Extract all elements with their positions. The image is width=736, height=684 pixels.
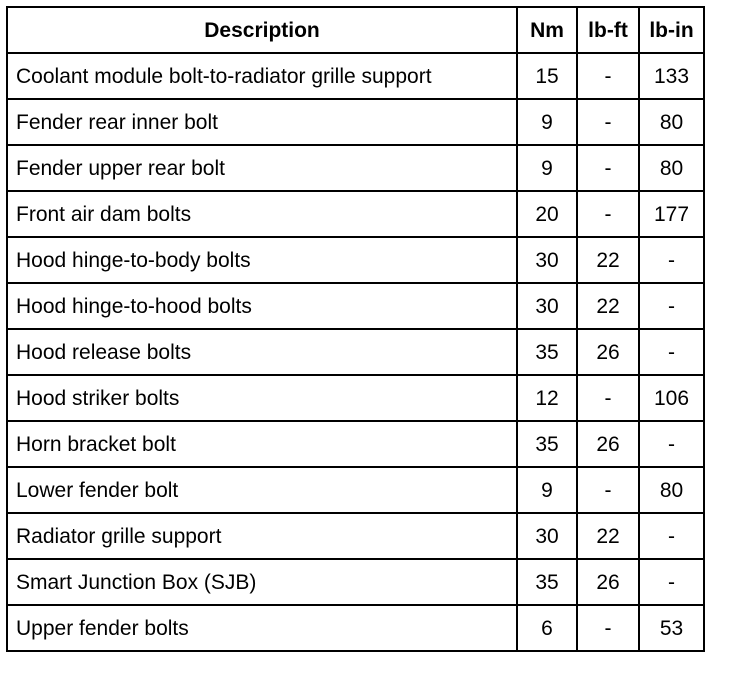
cell-description: Hood release bolts: [7, 329, 517, 375]
table-row: [7, 237, 704, 283]
torque-spec-table: [6, 6, 705, 652]
cell-description: Hood hinge-to-body bolts: [7, 237, 517, 283]
cell-lb-in: -: [639, 559, 704, 605]
header-description: Description: [7, 7, 517, 53]
cell-lb-in: 106: [639, 375, 704, 421]
cell-nm: 30: [517, 237, 577, 283]
cell-lb-ft: -: [577, 191, 639, 237]
header-lb-ft: lb-ft: [577, 7, 639, 53]
cell-description: Upper fender bolts: [7, 605, 517, 651]
cell-nm: 20: [517, 191, 577, 237]
cell-nm: 30: [517, 283, 577, 329]
cell-description: Front air dam bolts: [7, 191, 517, 237]
cell-lb-ft: 26: [577, 329, 639, 375]
cell-lb-ft: -: [577, 467, 639, 513]
table-row: [7, 283, 704, 329]
table-row: [7, 559, 704, 605]
cell-nm: 35: [517, 421, 577, 467]
header-lb-in: lb-in: [639, 7, 704, 53]
table-row: [7, 421, 704, 467]
cell-nm: 6: [517, 605, 577, 651]
cell-nm: 9: [517, 467, 577, 513]
cell-nm: 12: [517, 375, 577, 421]
cell-nm: 15: [517, 53, 577, 99]
cell-description: Horn bracket bolt: [7, 421, 517, 467]
table-row: [7, 467, 704, 513]
table-row: [7, 99, 704, 145]
cell-lb-ft: -: [577, 99, 639, 145]
cell-description: Lower fender bolt: [7, 467, 517, 513]
cell-lb-ft: 26: [577, 421, 639, 467]
table-row: [7, 605, 704, 651]
cell-description: Hood hinge-to-hood bolts: [7, 283, 517, 329]
header-nm: Nm: [517, 7, 577, 53]
cell-nm: 35: [517, 559, 577, 605]
cell-nm: 35: [517, 329, 577, 375]
table-header-row: [7, 7, 704, 53]
table-row: [7, 53, 704, 99]
cell-lb-in: -: [639, 421, 704, 467]
table-row: [7, 329, 704, 375]
cell-nm: 9: [517, 99, 577, 145]
table-row: [7, 375, 704, 421]
cell-lb-in: -: [639, 329, 704, 375]
cell-lb-in: 53: [639, 605, 704, 651]
cell-nm: 30: [517, 513, 577, 559]
cell-description: Fender upper rear bolt: [7, 145, 517, 191]
table-row: [7, 513, 704, 559]
table-row: [7, 191, 704, 237]
cell-lb-in: 80: [639, 467, 704, 513]
cell-description: Fender rear inner bolt: [7, 99, 517, 145]
cell-lb-in: -: [639, 513, 704, 559]
cell-lb-in: 177: [639, 191, 704, 237]
cell-nm: 9: [517, 145, 577, 191]
cell-lb-ft: -: [577, 375, 639, 421]
cell-lb-in: 133: [639, 53, 704, 99]
cell-lb-in: -: [639, 283, 704, 329]
cell-description: Smart Junction Box (SJB): [7, 559, 517, 605]
cell-description: Radiator grille support: [7, 513, 517, 559]
cell-lb-ft: 22: [577, 237, 639, 283]
cell-description: Hood striker bolts: [7, 375, 517, 421]
cell-lb-ft: 22: [577, 283, 639, 329]
table-row: [7, 145, 704, 191]
cell-description: Coolant module bolt-to-radiator grille support: [7, 53, 517, 99]
cell-lb-ft: -: [577, 145, 639, 191]
cell-lb-in: 80: [639, 145, 704, 191]
cell-lb-in: 80: [639, 99, 704, 145]
cell-lb-ft: 22: [577, 513, 639, 559]
cell-lb-ft: -: [577, 605, 639, 651]
cell-lb-ft: -: [577, 53, 639, 99]
cell-lb-in: -: [639, 237, 704, 283]
cell-lb-ft: 26: [577, 559, 639, 605]
